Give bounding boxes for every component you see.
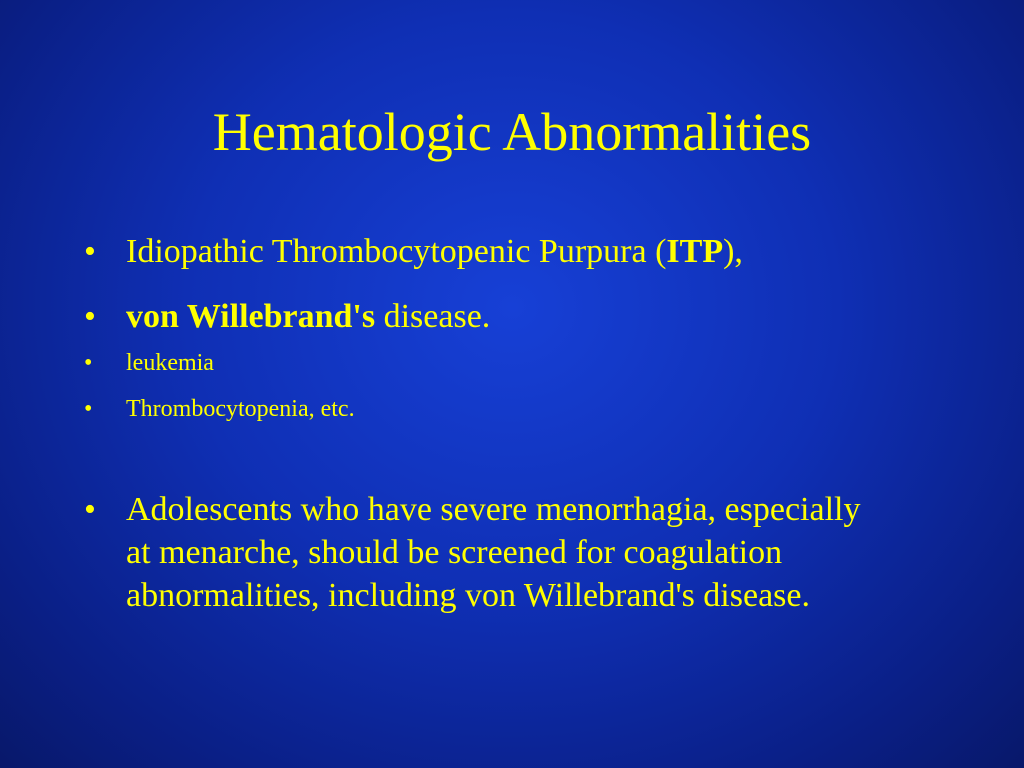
bullet-text: leukemia <box>126 350 214 376</box>
bullet-text-pre: Idiopathic Thrombocytopenic Purpura ( <box>126 233 667 270</box>
slide-title: Hematologic Abnormalities <box>212 102 812 162</box>
bullet-text: Thrombocytopenia, etc. <box>126 396 355 422</box>
bullet-text <box>126 295 966 338</box>
bullet-icon: • <box>84 396 93 422</box>
bullet-text-post: ), <box>723 233 743 270</box>
bullet-text-bold: von Willebrand's <box>126 298 376 335</box>
bullet-text-bold: ITP <box>666 233 724 270</box>
bullet-text-post: disease. <box>375 298 491 335</box>
bullet-icon: • <box>84 298 96 335</box>
bullet-icon: • <box>84 491 96 528</box>
bullet-icon: • <box>84 233 96 270</box>
bullet-icon: • <box>84 350 93 376</box>
bullet-text <box>126 230 966 273</box>
bullet-text: Adolescents who have severe menorrhagia, especially at menarche, should be screened for coagulation abnormalities, including von Willebrand's disease. <box>126 491 861 614</box>
